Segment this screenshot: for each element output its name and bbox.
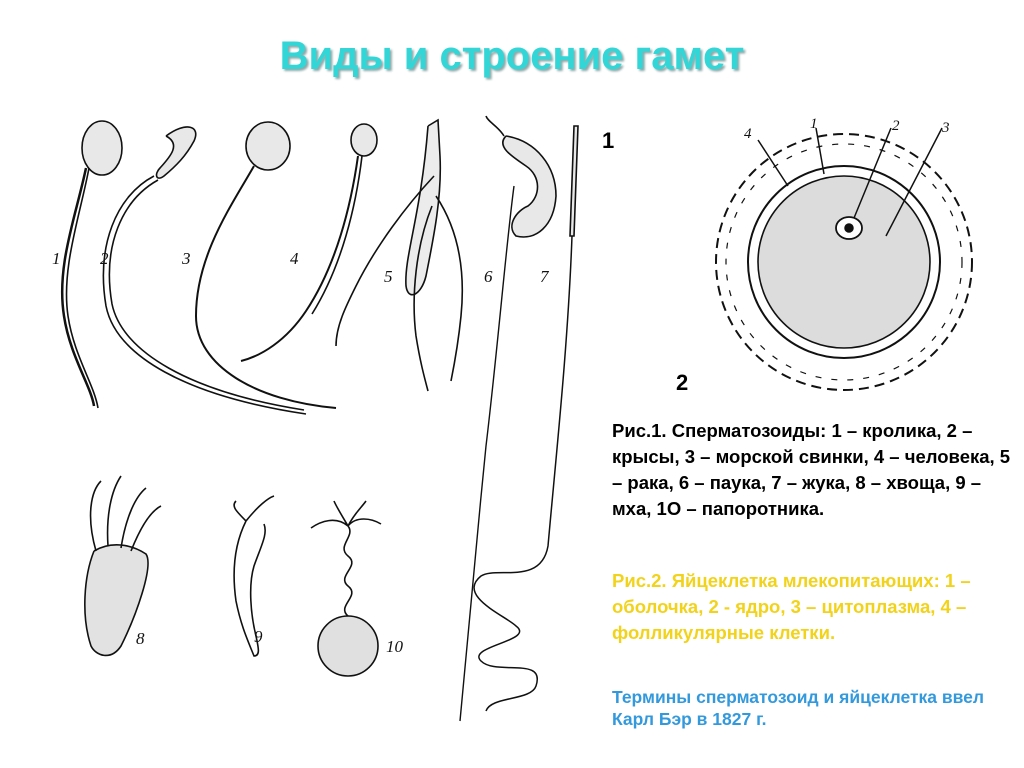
slide-title: Виды и строение гамет bbox=[279, 34, 745, 78]
sperm-fern-drawing bbox=[311, 501, 381, 676]
sperm-crayfish-drawing bbox=[336, 120, 462, 391]
sperm-label-6: 6 bbox=[484, 267, 493, 286]
sperm-label-1: 1 bbox=[52, 249, 61, 268]
sperm-label-7: 7 bbox=[540, 267, 549, 286]
sperm-label-8: 8 bbox=[136, 629, 145, 648]
sperm-label-3: 3 bbox=[182, 249, 191, 268]
sperm-label-5: 5 bbox=[384, 267, 393, 286]
caption-figure-1: Рис.1. Сперматозоиды: 1 – кролика, 2 – крысы, 3 – морской свинки, 4 – человека, 5 – рака, 6 – паука, 7 – жука, 8 – хвоща, 9 – мха, 1О – папоротника. bbox=[612, 420, 1011, 519]
sperm-label-4: 4 bbox=[290, 249, 299, 268]
sperm-guineapig-drawing bbox=[196, 122, 336, 408]
egg-label-3: 3 bbox=[942, 120, 950, 136]
sperm-spider-drawing bbox=[460, 116, 556, 721]
figure-number-2: 2 bbox=[676, 370, 689, 395]
egg-cell-illustration bbox=[706, 112, 996, 402]
sperm-rat-drawing bbox=[103, 127, 306, 414]
figure-number-1: 1 bbox=[602, 128, 615, 153]
caption-figure-2: Рис.2. Яйцеклетка млекопитающих: 1 – оболочка, 2 - ядро, 3 – цитоплазма, 4 – фолликулярные клетки. bbox=[612, 570, 971, 643]
sperm-horsetail-drawing bbox=[85, 476, 161, 655]
sperm-illustration bbox=[36, 96, 604, 726]
sperm-label-9: 9 bbox=[254, 627, 263, 646]
egg-label-1: 1 bbox=[810, 116, 818, 132]
history-note: Термины сперматозоид и яйцеклетка ввел Карл Бэр в 1827 г. bbox=[612, 687, 985, 729]
sperm-label-2: 2 bbox=[100, 249, 109, 268]
egg-label-2: 2 bbox=[892, 118, 900, 134]
sperm-label-10: 10 bbox=[386, 637, 403, 656]
sperm-rabbit-drawing bbox=[62, 121, 122, 408]
egg-label-4: 4 bbox=[744, 126, 752, 142]
